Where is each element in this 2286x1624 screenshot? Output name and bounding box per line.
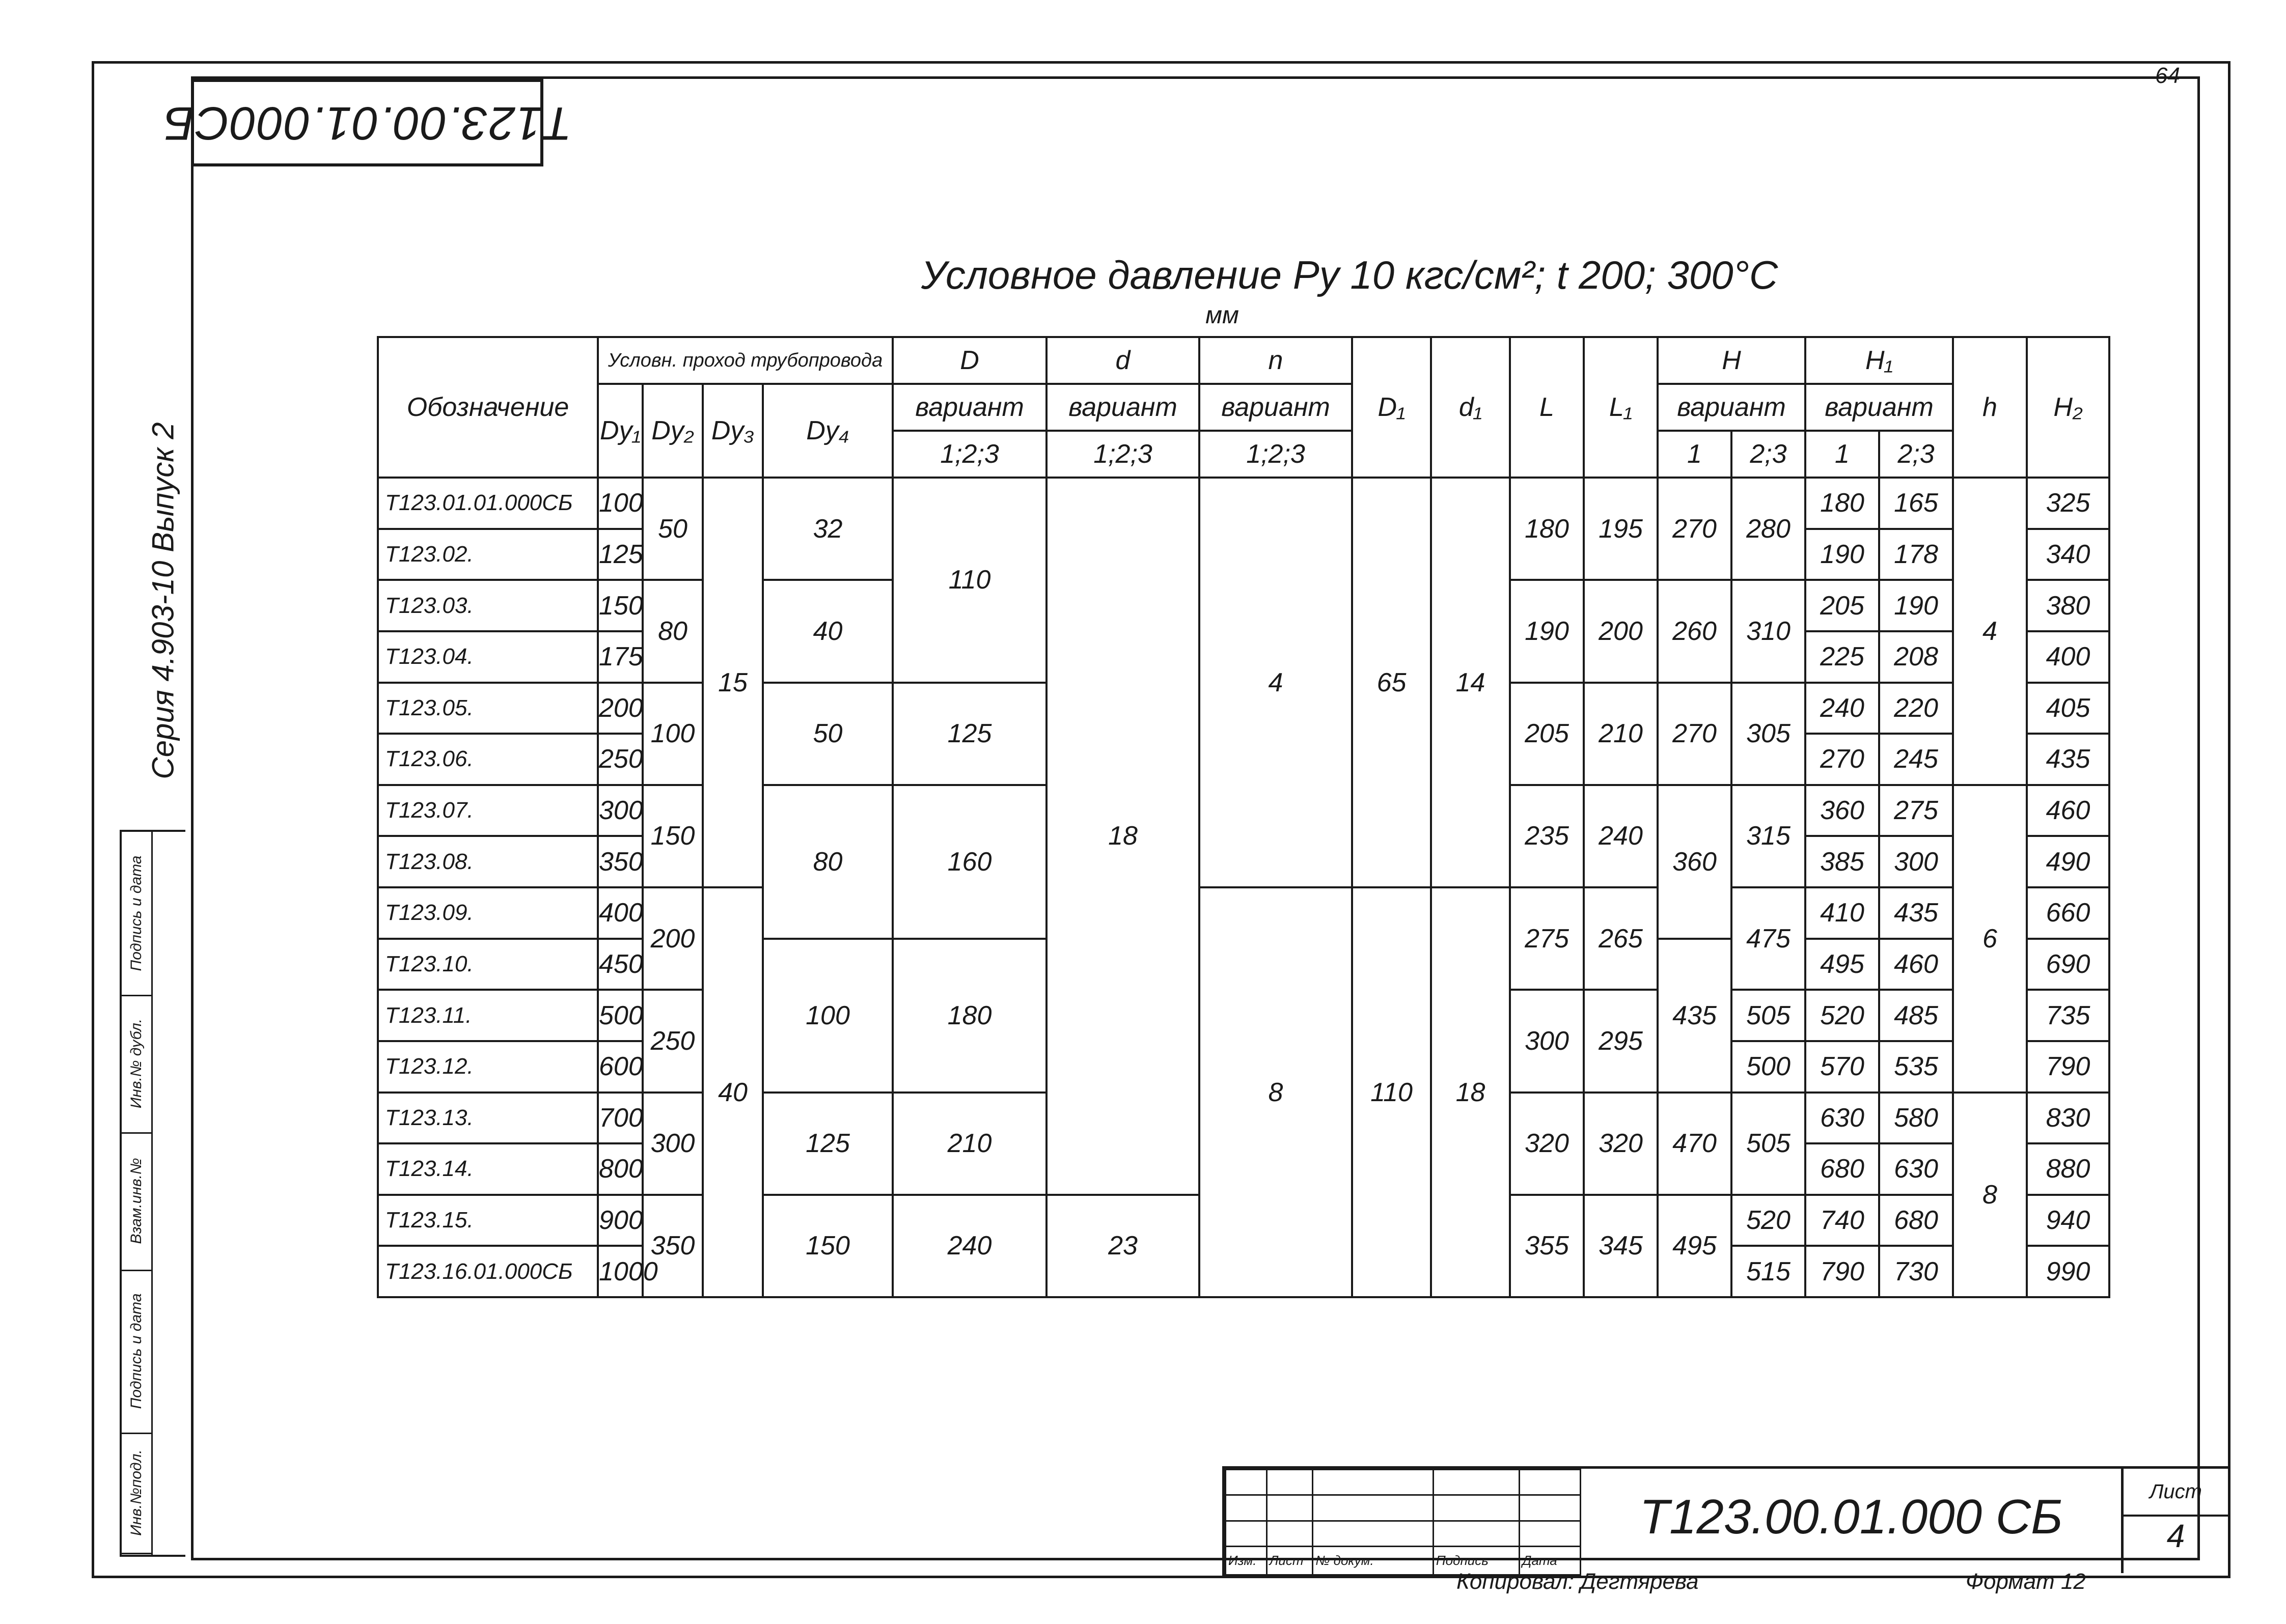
H2-cell: 830 — [2027, 1093, 2109, 1144]
dy1-cell: 800 — [598, 1143, 643, 1195]
sheet-number-box — [2121, 1469, 2228, 1573]
dy2-cell: 100 — [643, 683, 703, 785]
H2-cell: 735 — [2027, 990, 2109, 1041]
H1-v1-cell: 410 — [1805, 887, 1879, 939]
sheet-label: Лист — [2124, 1469, 2228, 1517]
dy4-cell: 40 — [763, 580, 893, 682]
H-v23-cell: 475 — [1731, 887, 1805, 990]
side-series-label: Серия 4.903-10 Выпуск 2 — [146, 422, 180, 779]
H2-cell: 660 — [2027, 887, 2109, 939]
variant-d-123: 1;2;3 — [1046, 431, 1199, 478]
dy1-cell: 300 — [598, 785, 643, 836]
variant-H1-23: 2;3 — [1879, 431, 1953, 478]
col-H2: H₂ — [2027, 337, 2109, 478]
col-nominal-bore: Условн. проход трубопровода — [598, 337, 893, 384]
col-D: D — [893, 337, 1046, 384]
col-dy2: Dу₂ — [643, 384, 703, 478]
dy1-cell: 1000 — [598, 1246, 643, 1297]
H1-v23-cell: 208 — [1879, 631, 1953, 683]
dy4-cell: 80 — [763, 785, 893, 939]
H-v23-cell: 505 — [1731, 1093, 1805, 1195]
designation-cell: Т123.16.01.000СБ — [378, 1246, 598, 1297]
h-cell: 8 — [1953, 1093, 2027, 1298]
sheet-value: 4 — [2166, 1518, 2185, 1554]
dy1-cell: 600 — [598, 1041, 643, 1093]
H-v1-cell: 260 — [1658, 580, 1731, 682]
H2-cell: 790 — [2027, 1041, 2109, 1093]
dimensions-table — [377, 336, 2110, 1298]
H1-v1-cell: 205 — [1805, 580, 1879, 631]
col-L1: L₁ — [1584, 337, 1658, 478]
n-cell: 8 — [1199, 887, 1352, 1297]
col-d1: d₁ — [1431, 337, 1510, 478]
L1-cell: 345 — [1584, 1195, 1658, 1297]
dy2-cell: 80 — [643, 580, 703, 682]
designation-cell: Т123.14. — [378, 1143, 598, 1195]
designation-cell: Т123.06. — [378, 734, 598, 785]
side-approval-strip — [120, 830, 185, 1557]
H-v23-cell: 310 — [1731, 580, 1805, 682]
D-cell: 240 — [893, 1195, 1046, 1297]
L-cell: 355 — [1510, 1195, 1584, 1297]
H-v1-cell: 360 — [1658, 785, 1731, 939]
dy1-cell: 100 — [598, 478, 643, 529]
dy1-cell: 350 — [598, 836, 643, 887]
header-row-2 — [378, 384, 2109, 431]
d1-cell: 14 — [1431, 478, 1510, 887]
H2-cell: 325 — [2027, 478, 2109, 529]
D-cell: 210 — [893, 1093, 1046, 1195]
designation-cell: Т123.09. — [378, 887, 598, 939]
dy4-cell: 125 — [763, 1093, 893, 1195]
designation-cell: Т123.05. — [378, 683, 598, 734]
dy2-cell: 150 — [643, 785, 703, 887]
H1-v23-cell: 630 — [1879, 1143, 1953, 1195]
H2-cell: 490 — [2027, 836, 2109, 887]
dy3-cell: 40 — [703, 887, 763, 1297]
D1-cell: 110 — [1352, 887, 1431, 1297]
H1-v1-cell: 630 — [1805, 1093, 1879, 1144]
dy3-cell: 15 — [703, 478, 763, 887]
H-v1-cell: 435 — [1658, 939, 1731, 1093]
H-v23-cell: 305 — [1731, 683, 1805, 785]
H2-cell: 400 — [2027, 631, 2109, 683]
L-cell: 205 — [1510, 683, 1584, 785]
dy2-cell: 250 — [643, 990, 703, 1092]
H2-cell: 405 — [2027, 683, 2109, 734]
H1-v1-cell: 740 — [1805, 1195, 1879, 1246]
H1-v23-cell: 535 — [1879, 1041, 1953, 1093]
title-block — [1222, 1466, 2228, 1576]
variant-d: вариант — [1046, 384, 1199, 431]
dy1-cell: 125 — [598, 529, 643, 580]
designation-cell: Т123.08. — [378, 836, 598, 887]
H-v23-cell: 505 — [1731, 990, 1805, 1041]
H-v1-cell: 270 — [1658, 478, 1731, 580]
side-cell-dup-inv: Инв.№ дубл. — [122, 995, 151, 1134]
h-cell: 4 — [1953, 478, 2027, 785]
H1-v23-cell: 730 — [1879, 1246, 1953, 1297]
L1-cell: 240 — [1584, 785, 1658, 887]
H1-v1-cell: 190 — [1805, 529, 1879, 580]
designation-cell: Т123.03. — [378, 580, 598, 631]
H2-cell: 435 — [2027, 734, 2109, 785]
col-dy3: Dу₃ — [703, 384, 763, 478]
variant-H1: вариант — [1805, 384, 1953, 431]
designation-cell: Т123.07. — [378, 785, 598, 836]
col-d: d — [1046, 337, 1199, 384]
side-cell-sign-date-1: Подпись и дата — [122, 832, 151, 996]
designation-cell: Т123.10. — [378, 939, 598, 990]
units-label: мм — [1205, 302, 1239, 329]
dy4-cell: 150 — [763, 1195, 893, 1297]
table-row — [378, 478, 2109, 529]
col-h: h — [1953, 337, 2027, 478]
variant-n-123: 1;2;3 — [1199, 431, 1352, 478]
dy4-cell: 32 — [763, 478, 893, 580]
table-row — [378, 887, 2109, 939]
D1-cell: 65 — [1352, 478, 1431, 887]
tb-col-date: Дата — [1520, 1547, 1581, 1575]
H-v23-cell: 280 — [1731, 478, 1805, 580]
header-row-1 — [378, 337, 2109, 384]
H2-cell: 690 — [2027, 939, 2109, 990]
H-v1-cell: 470 — [1658, 1093, 1731, 1195]
H1-v23-cell: 300 — [1879, 836, 1953, 887]
dy1-cell: 500 — [598, 990, 643, 1041]
H-v23-cell: 315 — [1731, 785, 1805, 887]
dy1-cell: 450 — [598, 939, 643, 990]
H1-v1-cell: 520 — [1805, 990, 1879, 1041]
D-cell: 180 — [893, 939, 1046, 1093]
L-cell: 180 — [1510, 478, 1584, 580]
dy2-cell: 50 — [643, 478, 703, 580]
dy1-cell: 250 — [598, 734, 643, 785]
variant-H-23: 2;3 — [1731, 431, 1805, 478]
H1-v1-cell: 180 — [1805, 478, 1879, 529]
designation-cell: Т123.11. — [378, 990, 598, 1041]
D-cell: 110 — [893, 478, 1046, 683]
L-cell: 275 — [1510, 887, 1584, 990]
H2-cell: 990 — [2027, 1246, 2109, 1297]
H1-v23-cell: 275 — [1879, 785, 1953, 836]
tb-col-signature: Подпись — [1433, 1547, 1519, 1575]
H1-v23-cell: 680 — [1879, 1195, 1953, 1246]
L-cell: 320 — [1510, 1093, 1584, 1195]
designation-cell: Т123.15. — [378, 1195, 598, 1246]
H1-v23-cell: 220 — [1879, 683, 1953, 734]
H1-v1-cell: 570 — [1805, 1041, 1879, 1093]
variant-H1-1: 1 — [1805, 431, 1879, 478]
L1-cell: 195 — [1584, 478, 1658, 580]
H2-cell: 460 — [2027, 785, 2109, 836]
d-cell: 18 — [1046, 478, 1199, 1195]
dy1-cell: 200 — [598, 683, 643, 734]
H1-v1-cell: 790 — [1805, 1246, 1879, 1297]
designation-cell: Т123.12. — [378, 1041, 598, 1093]
copied-by: Копировал: Дегтярева — [1456, 1569, 1699, 1594]
H1-v1-cell: 240 — [1805, 683, 1879, 734]
col-L: L — [1510, 337, 1584, 478]
H1-v1-cell: 270 — [1805, 734, 1879, 785]
designation-cell: Т123.13. — [378, 1093, 598, 1144]
H1-v23-cell: 580 — [1879, 1093, 1953, 1144]
H-v1-cell: 495 — [1658, 1195, 1731, 1297]
h-cell: 6 — [1953, 785, 2027, 1093]
H-v23-cell: 520 — [1731, 1195, 1805, 1246]
L1-cell: 210 — [1584, 683, 1658, 785]
page-number: 64 — [2155, 63, 2180, 88]
stamp-text: Т123.00.01.000СБ — [162, 97, 572, 149]
L1-cell: 295 — [1584, 990, 1658, 1092]
H1-v23-cell: 178 — [1879, 529, 1953, 580]
designation-cell: Т123.02. — [378, 529, 598, 580]
col-D1: D₁ — [1352, 337, 1431, 478]
variant-D-123: 1;2;3 — [893, 431, 1046, 478]
drawing-code: Т123.00.01.000 СБ — [1639, 1490, 2063, 1544]
sheet-format: Формат 12 — [1966, 1569, 2086, 1594]
revision-grid — [1225, 1469, 1581, 1576]
H1-v23-cell: 165 — [1879, 478, 1953, 529]
tb-col-doc-no: № докум. — [1313, 1547, 1434, 1575]
H1-v1-cell: 385 — [1805, 836, 1879, 887]
col-n: n — [1199, 337, 1352, 384]
dy2-cell: 300 — [643, 1093, 703, 1195]
H1-v23-cell: 435 — [1879, 887, 1953, 939]
tb-col-change: Изм. — [1226, 1547, 1267, 1575]
H1-v23-cell: 460 — [1879, 939, 1953, 990]
variant-D: вариант — [893, 384, 1046, 431]
col-H: H — [1658, 337, 1805, 384]
L-cell: 300 — [1510, 990, 1584, 1092]
variant-H: вариант — [1658, 384, 1805, 431]
H2-cell: 880 — [2027, 1143, 2109, 1195]
tb-col-sheet: Лист — [1266, 1547, 1313, 1575]
side-cell-replace-inv: Взам.инв.№ — [122, 1132, 151, 1271]
L1-cell: 265 — [1584, 887, 1658, 990]
variant-n: вариант — [1199, 384, 1352, 431]
L1-cell: 320 — [1584, 1093, 1658, 1195]
dy1-cell: 400 — [598, 887, 643, 939]
H2-cell: 340 — [2027, 529, 2109, 580]
dy4-cell: 50 — [763, 683, 893, 785]
variant-H-1: 1 — [1658, 431, 1731, 478]
col-dy1: Dу₁ — [598, 384, 643, 478]
dy2-cell: 200 — [643, 887, 703, 990]
L-cell: 235 — [1510, 785, 1584, 887]
inverted-designation-stamp — [162, 79, 572, 166]
H2-cell: 380 — [2027, 580, 2109, 631]
H-v23-cell: 515 — [1731, 1246, 1805, 1297]
col-designation: Обозначение — [378, 337, 598, 478]
H1-v1-cell: 225 — [1805, 631, 1879, 683]
H-v1-cell: 270 — [1658, 683, 1731, 785]
side-cell-orig-inv: Инв.№подл. — [122, 1433, 151, 1554]
H1-v1-cell: 680 — [1805, 1143, 1879, 1195]
D-cell: 125 — [893, 683, 1046, 785]
H-v23-cell: 500 — [1731, 1041, 1805, 1093]
dy2-cell: 350 — [643, 1195, 703, 1297]
designation-cell: Т123.04. — [378, 631, 598, 683]
dy4-cell: 100 — [763, 939, 893, 1093]
D-cell: 160 — [893, 785, 1046, 939]
H2-cell: 940 — [2027, 1195, 2109, 1246]
H1-v1-cell: 495 — [1805, 939, 1879, 990]
dy1-cell: 175 — [598, 631, 643, 683]
d1-cell: 18 — [1431, 887, 1510, 1297]
H1-v23-cell: 485 — [1879, 990, 1953, 1041]
col-dy4: Dу₄ — [763, 384, 893, 478]
d-cell: 23 — [1046, 1195, 1199, 1297]
dy1-cell: 700 — [598, 1093, 643, 1144]
side-cell-sign-date-2: Подпись и дата — [122, 1270, 151, 1434]
n-cell: 4 — [1199, 478, 1352, 887]
col-H1: H₁ — [1805, 337, 1953, 384]
L1-cell: 200 — [1584, 580, 1658, 682]
designation-cell: Т123.01.01.000СБ — [378, 478, 598, 529]
H1-v1-cell: 360 — [1805, 785, 1879, 836]
dy1-cell: 900 — [598, 1195, 643, 1246]
H1-v23-cell: 245 — [1879, 734, 1953, 785]
dy1-cell: 150 — [598, 580, 643, 631]
H1-v23-cell: 190 — [1879, 580, 1953, 631]
table-heading: Условное давление Ру 10 кгс/см²; t 200; 300°С — [921, 253, 1778, 297]
L-cell: 190 — [1510, 580, 1584, 682]
